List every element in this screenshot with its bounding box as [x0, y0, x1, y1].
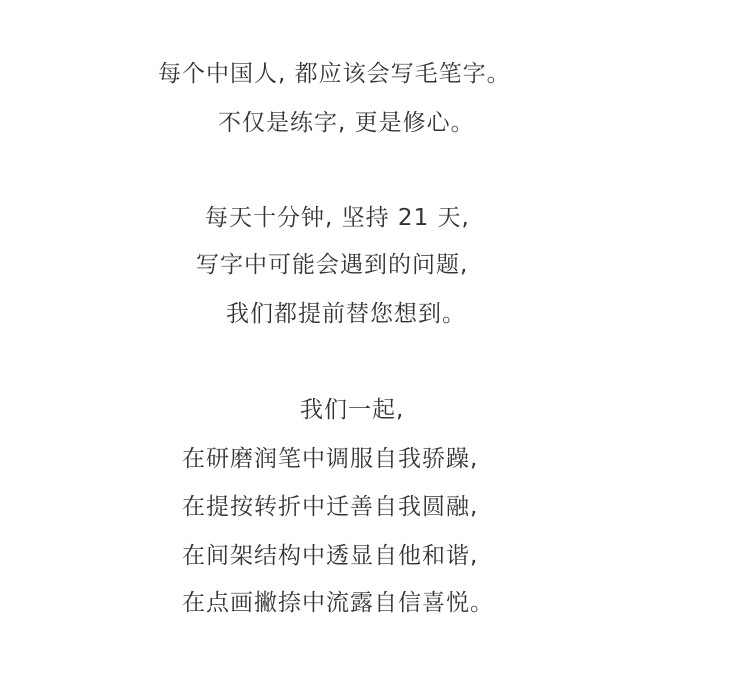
text-line: 写字中可能会遇到的问题,: [196, 252, 469, 278]
text-line: 在间架结构中透显自他和谐,: [182, 543, 479, 569]
text-line: 每个中国人, 都应该会写毛笔字。: [158, 61, 511, 87]
text-line: 在提按转折中迁善自我圆融,: [182, 494, 479, 520]
text-line: 在研磨润笔中调服自我骄躁,: [182, 446, 479, 472]
text-line: 我们一起,: [300, 397, 405, 423]
text-line: 我们都提前替您想到。: [226, 301, 466, 327]
text-line: 每天十分钟, 坚持 21 天,: [205, 205, 470, 231]
text-line: 在点画撇捺中流露自信喜悦。: [182, 590, 494, 616]
text-line: 不仅是练字, 更是修心。: [218, 110, 475, 136]
